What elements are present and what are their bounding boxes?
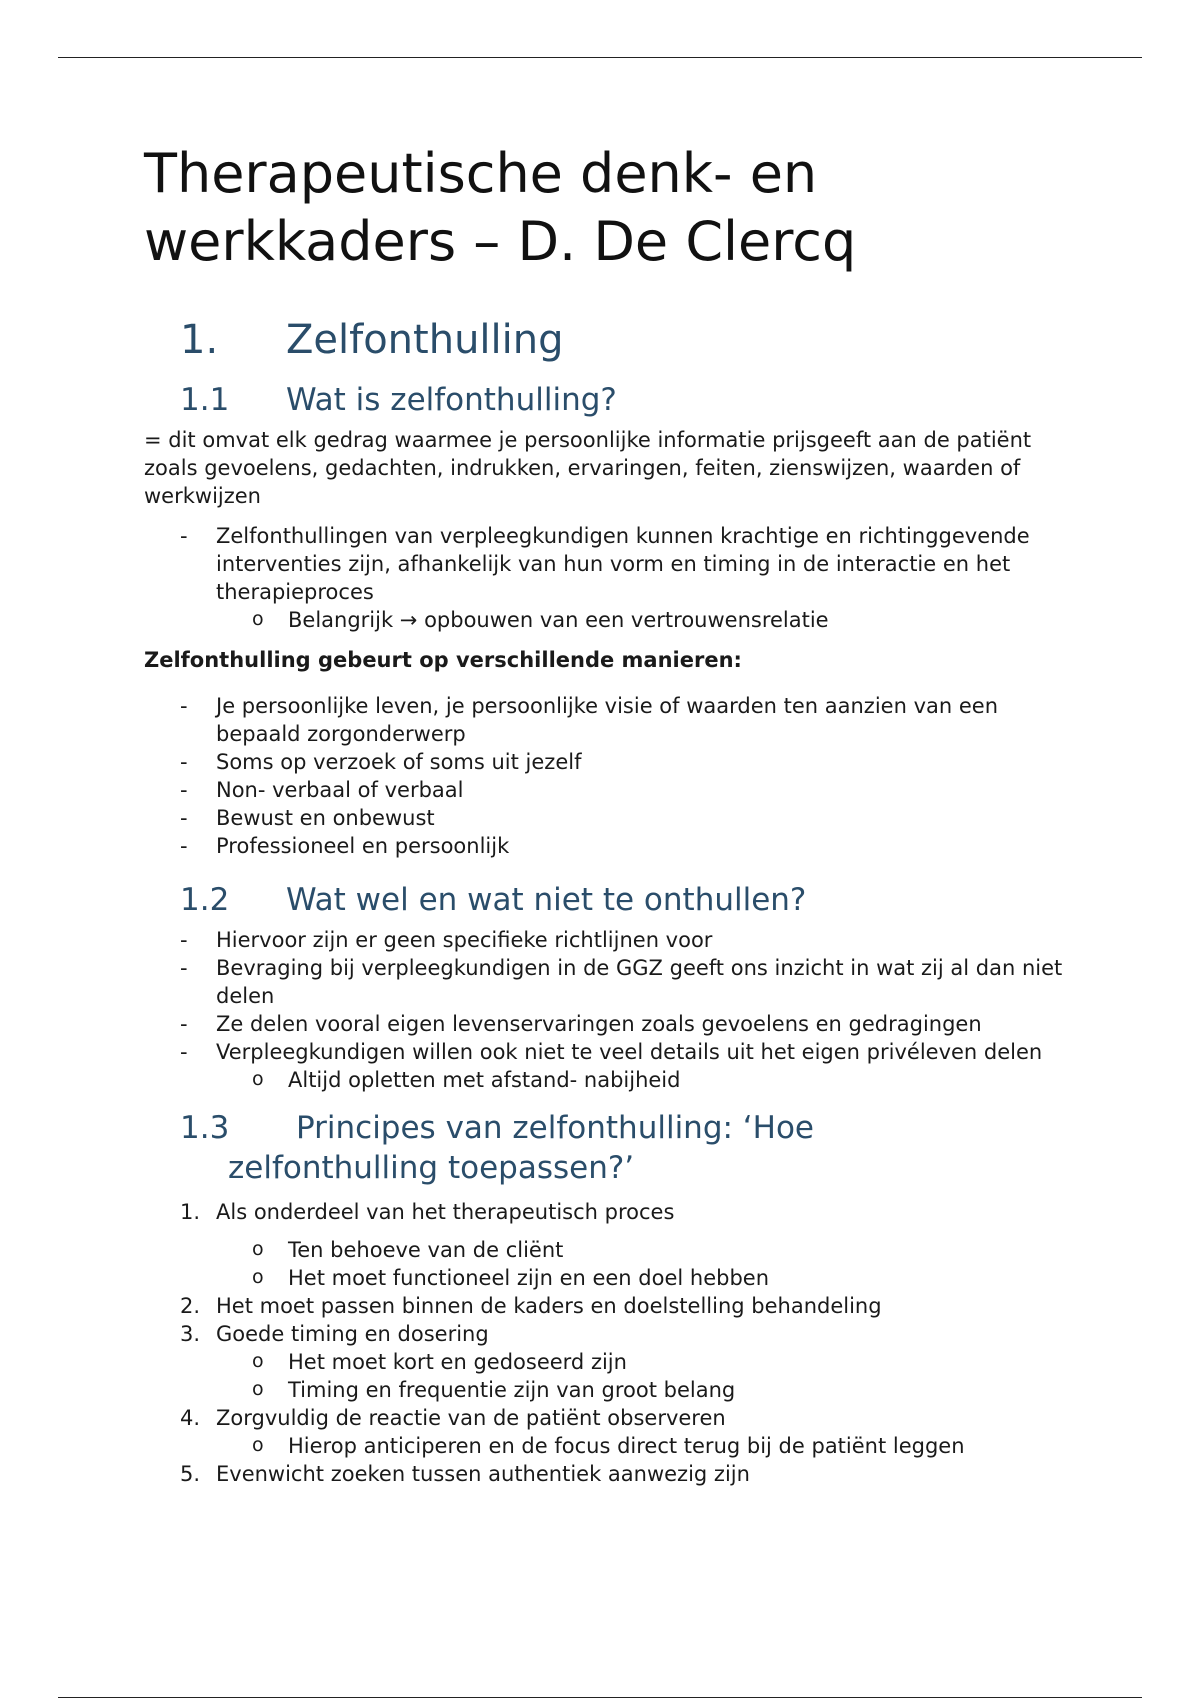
dash-marker: -: [180, 778, 188, 802]
section-1-1-bullets: [144, 522, 1064, 634]
ways-list: [144, 692, 1064, 860]
principle-text: Het moet passen binnen de kaders en doelstelling behandeling: [216, 1294, 882, 1318]
dash-marker: -: [180, 806, 188, 830]
sub-list-item-text: Altijd opletten met afstand- nabijheid: [288, 1068, 681, 1092]
top-rule: [58, 57, 1142, 58]
dash-marker: -: [180, 694, 188, 718]
dash-marker: -: [180, 834, 188, 858]
section-1-2-sub-list: [144, 1066, 1064, 1094]
sub-list-item: [144, 1432, 1064, 1460]
sub-marker: o: [252, 1350, 264, 1372]
heading-text-line-1: Principes van zelfonthulling: ‘Hoe: [296, 1110, 815, 1146]
principle-item: [144, 1292, 1064, 1320]
sub-marker: o: [252, 608, 264, 630]
principle-item: [144, 1198, 1064, 1226]
list-item: [144, 522, 1064, 634]
principle-number: 5.: [180, 1462, 201, 1486]
principles-list: [144, 1292, 1064, 1348]
list-item: [144, 776, 1064, 804]
list-item-text: Hiervoor zijn er geen specifieke richtlijnen voor: [216, 928, 713, 952]
list-item: [144, 804, 1064, 832]
principle-1-subs: [144, 1236, 1064, 1292]
dash-marker: -: [180, 524, 188, 548]
heading-number: 1.3: [180, 1110, 230, 1146]
heading-text: Wat is zelfonthulling?: [286, 382, 617, 418]
sub-list-item: [144, 606, 1064, 634]
principle-text: Zorgvuldig de reactie van de patiënt observeren: [216, 1406, 726, 1430]
heading-section-1-1: [180, 380, 1064, 420]
sub-list-item: [144, 1264, 1064, 1292]
list-item-text: Professioneel en persoonlijk: [216, 834, 510, 858]
principle-text: Als onderdeel van het therapeutisch proces: [216, 1200, 675, 1224]
principle-item: [144, 1404, 1064, 1432]
list-item-text: Je persoonlijke leven, je persoonlijke visie of waarden ten aanzien van een bepaald zorgonderwerp: [216, 694, 999, 746]
heading-text: Zelfonthulling: [286, 317, 564, 363]
title-line-1: Therapeutische denk- en: [144, 142, 818, 205]
sub-list-item: [144, 1348, 1064, 1376]
list-item: [144, 832, 1064, 860]
list-item-text: Soms op verzoek of soms uit jezelf: [216, 750, 582, 774]
sub-marker: o: [252, 1266, 264, 1288]
list-item-text: Bevraging bij verpleegkundigen in de GGZ geeft ons inzicht in wat zij al dan niet delen: [216, 956, 1063, 1008]
list-item: [144, 1010, 1064, 1038]
sub-list-item-text: Hierop anticiperen en de focus direct terug bij de patiënt leggen: [288, 1434, 965, 1458]
dash-marker: -: [180, 956, 188, 980]
principle-number: 4.: [180, 1406, 201, 1430]
principle-item: [144, 1460, 1064, 1488]
principle-3-subs: [144, 1348, 1064, 1404]
principle-number: 1.: [180, 1200, 201, 1224]
sub-marker: o: [252, 1238, 264, 1260]
dash-marker: -: [180, 1012, 188, 1036]
sub-list-item-text: Het moet functioneel zijn en een doel hebben: [288, 1266, 770, 1290]
document-title: [144, 140, 1064, 276]
dash-marker: -: [180, 750, 188, 774]
principles-list: [144, 1198, 1064, 1226]
list-item: [144, 926, 1064, 954]
sub-list-item-text: Belangrijk → opbouwen van een vertrouwensrelatie: [288, 608, 829, 632]
sub-list-item: [144, 1236, 1064, 1264]
bottom-rule: [58, 1697, 1142, 1698]
list-item-text: Ze delen vooral eigen levenservaringen zoals gevoelens en gedragingen: [216, 1012, 982, 1036]
list-item-text: Verpleegkundigen willen ook niet te veel details uit het eigen privéleven delen: [216, 1040, 1043, 1064]
heading-text-line-2: zelfonthulling toepassen?’: [228, 1150, 635, 1186]
document-page: [144, 140, 1064, 1488]
principle-number: 3.: [180, 1322, 201, 1346]
principles-list: [144, 1460, 1064, 1488]
sub-list-item: [144, 1066, 1064, 1094]
heading-number: 1.2: [180, 882, 230, 918]
principle-number: 2.: [180, 1294, 201, 1318]
sub-list-item-text: Het moet kort en gedoseerd zijn: [288, 1350, 627, 1374]
principle-4-subs: [144, 1432, 1064, 1460]
heading-text: Wat wel en wat niet te onthullen?: [286, 882, 807, 918]
sub-marker: o: [252, 1378, 264, 1400]
heading-section-1-2: [180, 880, 1064, 920]
list-item: [144, 1038, 1064, 1066]
dash-marker: -: [180, 928, 188, 952]
list-item-text: Non- verbaal of verbaal: [216, 778, 464, 802]
sub-marker: o: [252, 1434, 264, 1456]
heading-number: 1.: [180, 317, 219, 363]
principles-list: [144, 1404, 1064, 1432]
heading-section-1-3: [180, 1108, 1064, 1188]
definition-paragraph: = dit omvat elk gedrag waarmee je persoonlijke informatie prijsgeeft aan de patiënt zoals gevoelens, gedachten, indrukken, ervaringen, feiten, zienswijzen, waarden of werkwijzen: [144, 428, 1032, 508]
list-item-text: Zelfonthullingen van verpleegkundigen kunnen krachtige en richtinggevende interventies zijn, afhankelijk van hun vorm en timing in de interactie en het therapieproces: [216, 524, 1030, 604]
list-item: [144, 692, 1064, 748]
list-item-text: Bewust en onbewust: [216, 806, 435, 830]
title-line-2: werkkaders – D. De Clercq: [144, 210, 857, 273]
sub-list: [216, 606, 1064, 634]
sub-marker: o: [252, 1068, 264, 1090]
principle-text: Goede timing en dosering: [216, 1322, 489, 1346]
sub-list-item: [144, 1376, 1064, 1404]
sub-list-item-text: Ten behoeve van de cliënt: [288, 1238, 564, 1262]
principle-text: Evenwicht zoeken tussen authentiek aanwezig zijn: [216, 1462, 750, 1486]
list-item: [144, 748, 1064, 776]
principle-item: [144, 1320, 1064, 1348]
heading-section-1: [180, 316, 1064, 364]
sub-list-item-text: Timing en frequentie zijn van groot belang: [288, 1378, 736, 1402]
ways-heading: Zelfonthulling gebeurt op verschillende manieren:: [144, 648, 742, 672]
list-item: [144, 954, 1064, 1010]
section-1-2-bullets: [144, 926, 1064, 1066]
dash-marker: -: [180, 1040, 188, 1064]
heading-number: 1.1: [180, 382, 230, 418]
